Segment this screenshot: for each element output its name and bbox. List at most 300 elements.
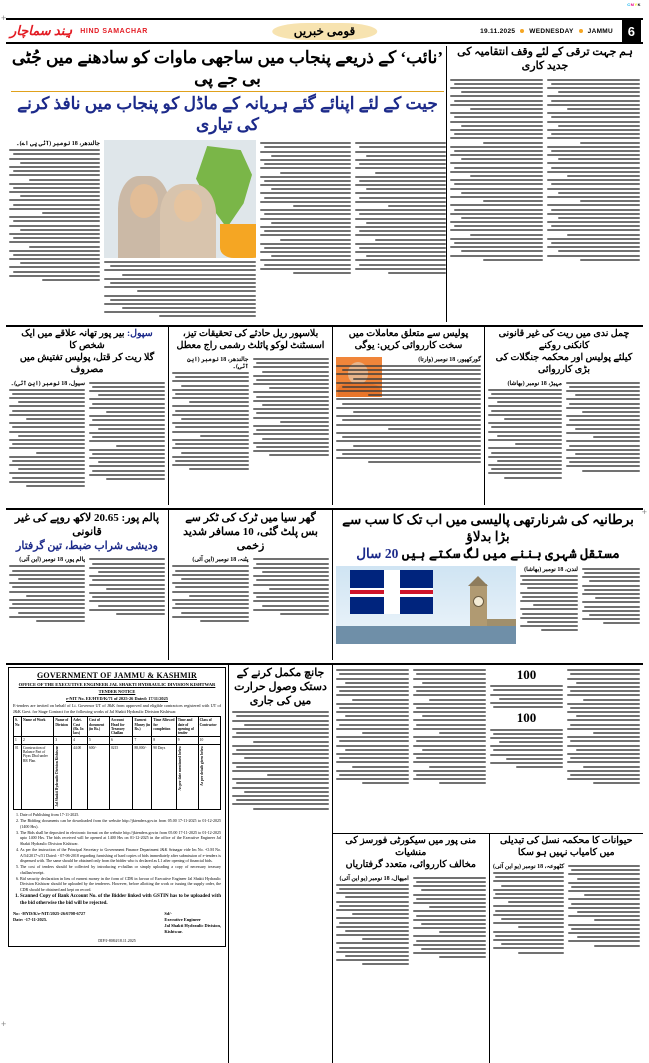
body-line [413,877,486,879]
cmyk-registration-bar [627,2,641,7]
body-line [13,237,100,239]
body-line [172,447,249,449]
body-line [582,610,640,612]
body-line [256,563,329,565]
body-line [547,154,640,156]
body-line [98,428,165,430]
body-line [488,389,562,391]
body-line [9,258,100,260]
uk-headline-line-2[interactable] [336,546,640,563]
body-line [495,910,564,912]
animal-dateline: کٹھوعہ، 18 نومبر (یو این آئی) [493,863,565,870]
body-line [232,762,329,764]
body-line [355,151,446,153]
body-line [547,95,640,97]
body-line [551,133,640,135]
body-line [575,394,640,396]
body-line [104,311,256,313]
body-line [450,154,543,156]
masthead-logo-urdu[interactable]: ہِند سماچار [10,23,73,38]
palampur-column-2 [89,556,165,624]
body-line [516,766,563,768]
body-line [584,572,640,574]
body-line [264,197,351,199]
body-line [172,591,249,593]
body-line [567,678,640,680]
body-line [200,435,249,437]
body-line [583,766,640,768]
body-line [454,183,543,185]
lead-headline-line-2[interactable]: جیت کے لئے اپنائے گئے ہریانہ کے ماڈل کو پنجاب میں نافذ کرنے کی تیاری [11,91,444,136]
body-line [339,757,409,759]
body-line [13,170,100,172]
body-line [18,401,85,403]
body-line [483,142,543,144]
chambal-column-2 [566,380,640,481]
sopore-column-1 [9,380,85,490]
body-line [522,579,578,581]
chambal-headline-line-1[interactable]: چمل ندی میں ریت کی غیر قانونی کانکنی روکنے [498,329,630,351]
body-line [232,728,329,730]
body-line [488,405,562,407]
body-line [450,255,543,257]
body-line [336,926,409,928]
palampur-headline-line-2[interactable]: ودیشی شراب ضبط، تین گرفتار [16,539,158,552]
body-line [359,146,446,148]
rail-body [172,356,329,473]
body-line [388,428,481,430]
body-line [491,393,562,395]
body-line [470,234,543,236]
sc-headline-line-2[interactable]: دستک وصول حرارت [234,680,327,693]
top-section [6,46,643,322]
body-line [256,396,329,398]
top-right-column-2 [547,77,640,263]
body-line [520,575,578,577]
body-line [355,268,446,270]
story-rail-probe [168,327,332,505]
body-line [172,372,249,374]
body-line [493,914,565,916]
body-line [336,892,409,894]
body-line [413,694,486,696]
body-line [567,669,640,671]
body-line [547,213,640,215]
lead-body [9,140,446,348]
rail-headline-line-2[interactable]: اسسٹنٹ لوکو پائلٹ رشمی راج معطل [176,340,325,351]
sc-headline-line-1[interactable]: جانچ مکمل کرنے کے [236,667,325,679]
manipur-headline-line-2[interactable]: مخالف کارروائی، متعدد گرفتاریاں [345,859,476,870]
tender-num-1: 1 [14,737,22,744]
body-line [244,757,329,759]
body-line [106,478,165,480]
body-line [490,737,563,739]
body-line [236,732,329,734]
lead-photo-column [104,140,256,348]
body-line [518,952,564,954]
body-line [9,266,100,268]
story-animal-council [489,834,644,1063]
palampur-dateline: پالم پور، 18 نومبر (این آئی) [19,557,85,564]
body-line [175,426,248,428]
body-line [260,218,351,220]
body-line [13,187,100,189]
animal-body [493,863,641,956]
body-line [589,580,640,582]
body-line [9,405,85,407]
body-line [244,791,329,793]
lower-section [6,510,643,660]
body-line [416,881,486,883]
body-line [253,450,330,452]
body-line [558,217,640,219]
sc-headline-line-3[interactable]: میں کی جاری [249,694,312,707]
body-line [172,464,249,466]
body-line [92,403,165,405]
body-line [491,410,562,412]
body-line [9,166,100,168]
tender-col-time-allowed: Time Allowed for completion [152,717,176,737]
separator-dot-icon [520,29,524,33]
body-line [461,250,543,252]
manipur-headline-line-1[interactable]: منی پور میں سیکورٹی فورسز کی منشیات [345,836,477,858]
body-line [336,719,409,721]
body-line [567,728,640,730]
body-line [20,162,100,164]
sopore-headline-line-1[interactable] [9,329,165,353]
body-line [9,616,85,618]
tender-ref-no: No: -HYD/K/e-NIT/2025-26/6708-6727 [13,910,86,916]
body-line [104,295,256,297]
body-line [413,894,486,896]
body-line [89,600,165,602]
body-line [490,729,563,731]
body-line [450,121,543,123]
body-line [9,422,85,424]
body-line [520,600,578,602]
body-line [568,907,640,909]
uk-body [336,566,640,644]
body-line [450,129,543,131]
body-line [293,205,351,207]
uk-headline-line-1[interactable]: برطانیہ کی شرنارتھی پالیسی میں اب تک کا سب سے بڑا بدلاؤ [342,512,634,544]
body-line [256,429,329,431]
body-line [568,865,640,867]
body-line [547,137,640,139]
body-line [260,259,351,261]
body-line [413,686,486,688]
body-line [9,225,100,227]
body-line [29,246,100,248]
body-line [488,439,562,441]
uk-column-2 [582,566,640,644]
rail-headline-line-1[interactable]: بلاسپور ریل حادثے کی تحقیقات تیز، [182,329,319,339]
palampur-column-1 [9,556,85,624]
body-line [413,885,486,887]
body-line [92,419,165,421]
top-right-body [450,77,640,263]
uk-cont-column-1 [336,667,409,831]
body-line [483,200,543,202]
body-line [547,112,640,114]
body-line [527,621,578,623]
body-line [493,931,565,933]
body-line [104,278,256,280]
lead-photo [104,140,256,258]
body-line [9,599,85,601]
body-line [493,897,565,899]
body-line [570,673,640,675]
animal-headline[interactable]: حیوانات کا محکمہ نسل کی تبدیلی میں کامیاب نہیں ہو سکا [499,836,633,858]
body-line [92,579,165,581]
body-line [253,366,330,368]
body-line [421,948,485,950]
body-line [416,757,486,759]
body-line [566,390,640,392]
body-line [262,371,329,373]
body-line [368,461,481,463]
body-line [89,584,165,586]
body-line [493,922,565,924]
body-line [264,230,351,232]
body-line [450,87,543,89]
body-line [355,218,446,220]
body-line [253,558,330,560]
tender-signatory-title: Executive Engineer [164,916,201,922]
body-line [336,942,409,944]
body-line [575,428,640,430]
body-line [336,884,409,886]
chambal-headline-line-2[interactable]: کیلئے پولیس اور محکمہ جنگلات کی بڑی کارروائی [495,352,633,375]
body-line [566,449,640,451]
tender-note: 1. Date of Publishing from 17-11-2025. [20,812,221,817]
body-line [336,711,409,713]
body-line [9,481,85,483]
body-line [413,736,486,738]
body-line [522,613,578,615]
body-line [89,398,165,400]
body-line [336,440,481,442]
thames-river-graphic [336,626,516,643]
body-line [416,673,486,675]
body-line [345,930,409,932]
tender-signatory [164,911,221,935]
top-right-headline[interactable]: ہم جہت ترقی کے لئے وقف انتقامیہ کی جدید کاری [457,46,633,72]
body-line [450,188,543,190]
body-line [262,438,329,440]
body-line [89,558,165,560]
body-line [493,689,563,691]
tender-num-5: 5 [87,737,109,744]
body-line [547,196,640,198]
body-line [232,795,329,797]
sopore-headline-line-2[interactable]: گلا ریت کر قتل، پولیس تفتیش میں مصروف [19,352,155,375]
masthead-logo-english: HIND SAMACHAR [80,27,148,35]
bottom-right-column [332,665,643,1063]
uk-cont-column-3 [490,667,563,831]
body-line [110,265,256,267]
palampur-headline-line-1[interactable] [9,512,165,540]
tender-nit-number: e-NIT No. EE/HYD/K/71 of 2025-26 Dated: 17/11/2025 [66,695,168,701]
body-line [9,275,100,277]
body-line [450,204,543,206]
crop-mark-top-left: + [1,13,7,23]
body-line [353,411,481,413]
body-line [232,711,329,713]
body-line [253,400,330,402]
body-line [345,955,409,957]
body-line [244,724,329,726]
body-line [336,415,481,417]
tender-reference [13,911,85,935]
masthead [6,18,643,44]
body-line [280,172,351,174]
body-line [36,452,85,454]
body-line [280,239,351,241]
body-line [26,418,85,420]
uk-stat-2: 100 [516,710,537,726]
body-line [264,146,351,148]
body-line [547,238,640,240]
body-line [181,418,248,420]
body-line [20,262,100,264]
body-line [571,903,640,905]
body-line [577,936,640,938]
tender-cell-division: Jal Shakti Hydraulic Division Kishtwar [54,744,72,809]
body-line [454,242,543,244]
body-line [547,121,640,123]
body-line [566,424,640,426]
body-line [491,452,562,454]
body-line [454,83,543,85]
body-line [570,740,640,742]
tender-cell-class: As per details given below [198,744,220,809]
tender-dipr-code: DIP/J-8084/18.11.2025 [98,937,136,943]
body-line [582,470,640,472]
palampur-body [9,556,165,624]
body-line [89,465,165,467]
body-line [12,393,85,395]
tender-intro: E-tenders are invited on behalf of Lt. Governor UT of J&K from approved and eligible contractors registered with UT of J&K Govt. for Stage Contract for the following works of Jal Shakti Hydraulic Division Kishtwar. [13,702,221,714]
body-line [355,259,446,261]
story-palampur-liquor [6,510,168,660]
tender-cell-doc-cost: 600/- [87,744,109,809]
body-line [567,108,640,110]
body-line [181,452,248,454]
body-line [488,414,562,416]
body-line [582,585,640,587]
body-line [9,208,100,210]
body-line [89,592,165,594]
body-line [558,125,640,127]
lead-headline-line-1[interactable]: ’نائب‘ کے ذریعے پنجاب میں ساجھی ماوات کو سادھنے میں جُٹی بی جے پی [11,48,444,89]
body-line [366,222,446,224]
yogi-headline[interactable]: پولیس سے متعلق معاملات میں سخت کارروائی کریں: یوگی [348,329,469,351]
tender-col-work: Name of Work [22,717,54,737]
body-line [89,424,165,426]
body-line [570,724,640,726]
body-line [388,272,446,274]
body-line [36,620,85,622]
body-line [454,100,543,102]
body-line [454,209,543,211]
body-line [260,234,351,236]
body-line [9,241,100,243]
body-line [567,778,640,780]
body-line [566,398,640,400]
body-line [580,200,640,202]
bus-headline-line-2[interactable]: بس پلٹ گئی، 10 مسافر شدید زخمی [183,525,318,552]
tender-note: 2. The Bidding documents can be downloaded from the website http://jktenders.gov.in from 05.00 17-11-2025 to 01-12-2025 (1400 Hrs). [20,818,221,829]
tender-cell-work: Construction of Balance Part of Piyas Dhal under RR Plan. [22,744,54,809]
story-supreme-court-notice [228,665,332,1063]
body-line [416,898,486,900]
body-line [253,609,330,611]
body-line [497,460,562,462]
body-line [488,447,562,449]
sopore-dateline: سپول، 18 نومبر (این آئی)۔ [10,380,85,387]
body-line [594,919,640,921]
body-line [413,728,486,730]
body-line [580,142,640,144]
body-line [551,167,640,169]
body-line [450,79,543,81]
uk-headline-prefix: مستقل شہری بننے میں لگ سکتے ہیں [401,545,620,561]
body-line [416,915,486,917]
body-line [366,188,446,190]
body-line [355,184,446,186]
body-line [256,579,329,581]
story-bus-accident [168,510,332,660]
body-line [189,468,249,470]
body-line [439,956,486,958]
body-line [355,192,446,194]
manipur-column-2 [413,875,486,968]
body-line [567,736,640,738]
body-line [336,728,409,730]
body-line [336,753,409,755]
tender-signatory-place: Kishtwar. [164,928,183,934]
body-line [26,595,85,597]
body-line [488,397,562,399]
body-line [336,382,481,384]
body-line [359,213,446,215]
body-line [339,905,409,907]
body-line [18,612,85,614]
masthead-meta [480,20,643,42]
body-line [98,394,165,396]
uk-stat-1: 100 [516,667,537,682]
body-line [493,872,565,874]
body-line [336,373,481,375]
body-line [582,411,640,413]
tender-table [13,716,221,810]
manipur-body [336,875,486,968]
body-line [551,116,640,118]
body-line [253,425,330,427]
body-line [172,422,249,424]
body-line [567,719,640,721]
body-line [253,383,330,385]
body-line [569,445,640,447]
manipur-dateline: امپھال، 18 نومبر (یو این آئی) [339,875,409,882]
body-line [342,436,481,438]
body-line [422,682,486,684]
body-line [342,453,481,455]
bus-headline-line-1[interactable]: گھر سیا میں ٹرک کی ٹکر سے [185,512,316,524]
body-line [359,264,446,266]
body-line [413,669,486,671]
